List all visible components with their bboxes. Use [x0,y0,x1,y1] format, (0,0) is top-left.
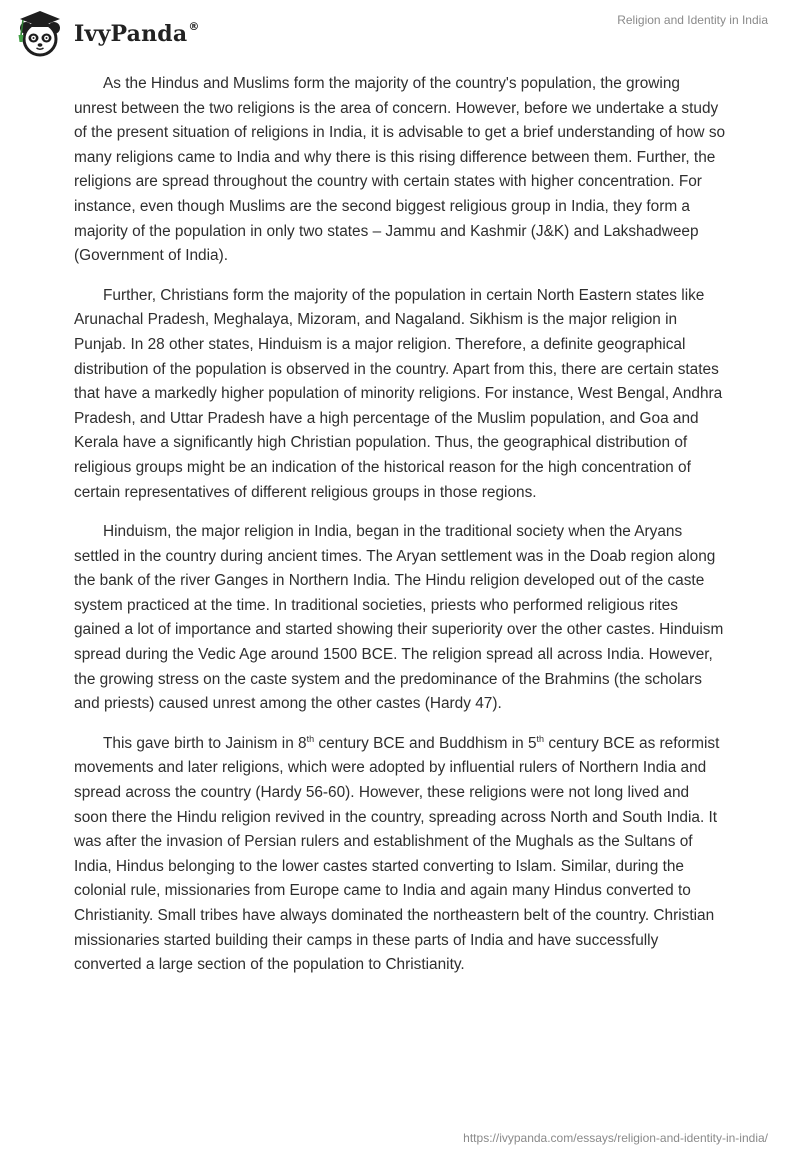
paragraph-4-part-3: century BCE as reformist movements and later religions, which were adopted by influential rulers of Northern India and spread across the country (Hardy 56-60). However, these religions were not long lived and soon there the Hindu religion revived in the country, spreading across North and South India. It was after the invasion of Persian rulers and establishment of the Mughals as the Sultans of India, Hindus belonging to the lower castes started converting to Islam. Similar, during the colonial rule, missionaries from Europe came to India and again many Hindus converted to Christianity. Small tribes have always dominated the northeastern belt of the country. Christian missionaries started building their camps in these parts of India and have successfully converted a large section of the population to Christianity. [74,734,720,974]
paragraph-2: Further, Christians form the majority of the population in certain North Eastern states like Arunachal Pradesh, Meghalaya, Mizoram, and Nagaland. Sikhism is the major religion in Punjab. In 28 other states, Hinduism is a major religion. Therefore, a definite geographical distribution of the population is observed in the country. Apart from this, there are certain states that have a markedly higher population of minority religions. For instance, West Bengal, Andhra Pradesh, and Uttar Pradesh have a high percentage of the Muslim population, and Goa and Kerala have a significantly high Christian population. Thus, the geographical distribution of religious groups might be an indication of the historical reason for the high concentration of certain representatives of different religious groups in those regions. [74,286,723,501]
panda-graduate-icon [14,8,66,60]
paragraph-1: As the Hindus and Muslims form the majority of the country's population, the growing unrest between the two religions is the area of concern. However, before we undertake a study of the present situation of religions in India, it is advisable to get a brief understanding of how so many religions came to India and why there is this rising difference between them. Further, the religions are spread throughout the country with certain states with higher concentration. For instance, even though Muslims are the second biggest religious group in India, they form a majority of the population in only two states – Jammu and Kashmir (J&K) and Lakshadweep (Government of India). [74,75,726,265]
paragraph-4-part-1: This gave birth to Jainism in 8 [103,734,307,752]
brand-name [74,20,200,47]
document-title: Religion and Identity in India [617,13,768,27]
paragraph-4 [74,732,726,978]
brand-name-text: IvyPanda [74,21,188,47]
paragraph-4-part-2: century BCE and Buddhism in 5 [314,734,537,752]
ordinal-suffix: th [536,733,545,744]
page-header [0,0,800,70]
registered-mark: ® [188,20,200,33]
ordinal-suffix: th [306,733,315,744]
source-url-link[interactable]: https://ivypanda.com/essays/religion-and-identity-in-india/ [463,1131,768,1145]
paragraph-3: Hinduism, the major religion in India, began in the traditional society when the Aryans settled in the country during ancient times. The Aryan settlement was in the Doab region along the bank of the river Ganges in Northern India. The Hindu religion developed out of the caste system practiced at the time. In traditional societies, priests who performed religious rites gained a lot of importance and started showing their superiority over the other castes. Hinduism spread during the Vedic Age around 1500 BCE. The religion spread all across India. However, the growing stress on the caste system and the predominance of the Brahmins (the scholars and priests) caused unrest among the other castes (Hardy 47). [74,523,724,713]
brand-logo[interactable] [14,8,200,60]
essay-body [74,72,726,993]
